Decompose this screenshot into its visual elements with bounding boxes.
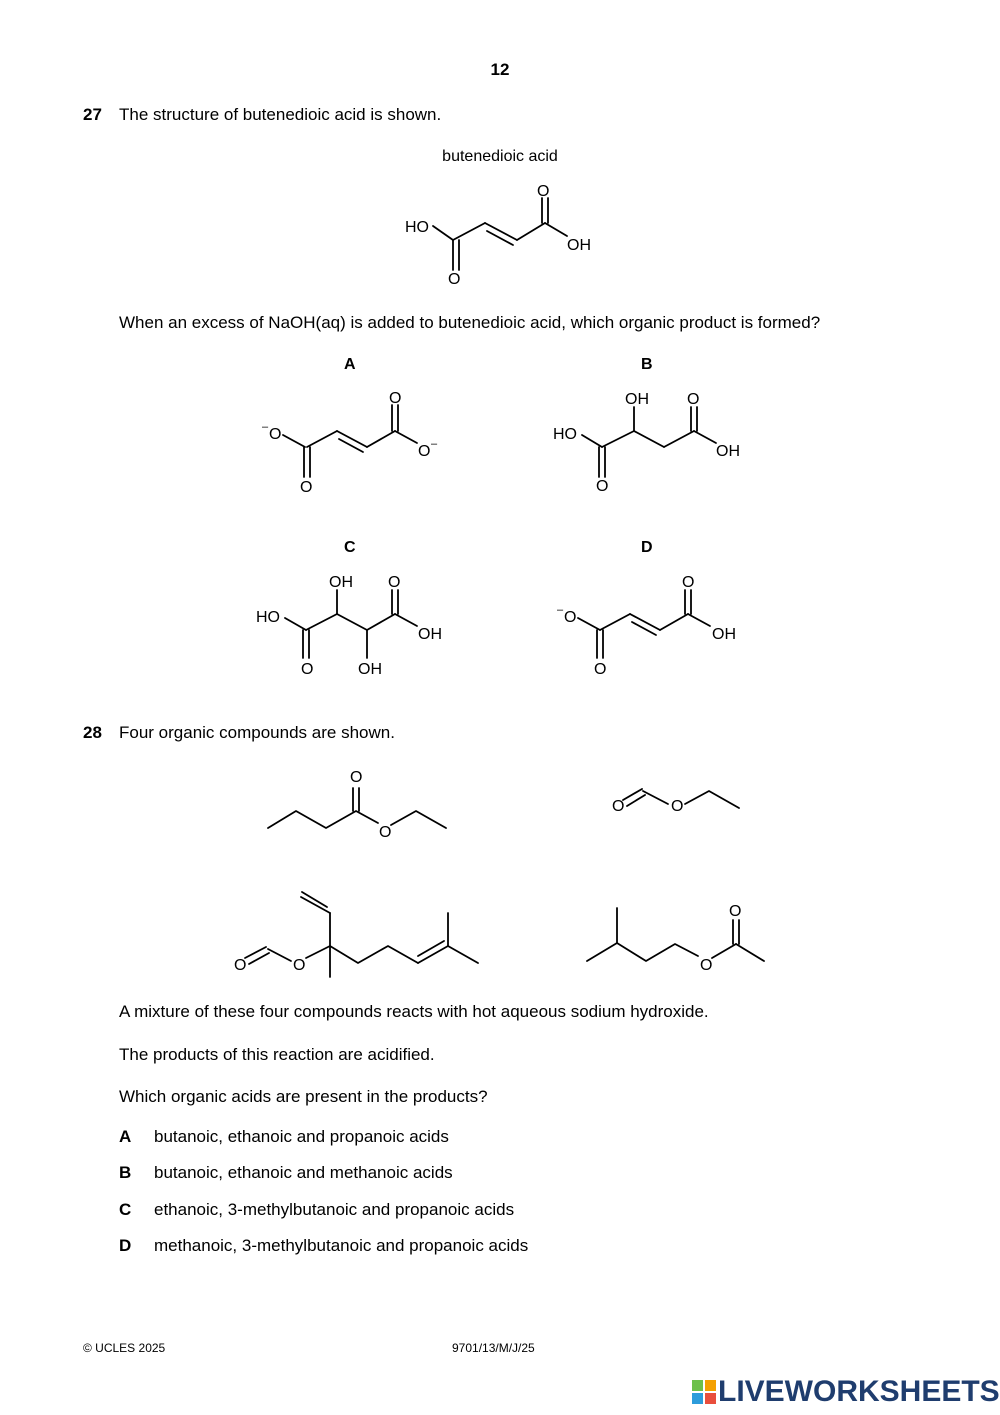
choice-letter: D (119, 1236, 132, 1255)
compound-ethyl-butanoate (260, 765, 460, 845)
choice-letter: B (119, 1163, 132, 1182)
question-28-line1: A mixture of these four compounds reacts with hot aqueous sodium hydroxide. (119, 1002, 709, 1021)
atom-oh: OH (418, 626, 442, 643)
atom-o: O (594, 661, 607, 678)
choice-text: butanoic, ethanoic and propanoic acids (154, 1127, 449, 1146)
compound-isoamyl-acetate (580, 898, 780, 978)
option-b-structure[interactable] (550, 385, 760, 500)
atom-o: O (234, 957, 247, 974)
atom-o: O (301, 661, 314, 678)
butenedioic-acid-structure (395, 178, 615, 293)
charge-minus: – (557, 604, 564, 616)
question-27-stem: The structure of butenedioic acid is shown. (119, 105, 442, 124)
charge-minus: – (431, 438, 438, 450)
choice-d[interactable] (119, 1236, 528, 1256)
charge-minus: – (262, 421, 269, 433)
choice-text: butanoic, ethanoic and methanoic acids (154, 1163, 453, 1182)
atom-o: O (612, 798, 625, 815)
question-28-line2: The products of this reaction are acidified. (119, 1045, 435, 1064)
option-d-structure[interactable] (550, 568, 760, 683)
atom-o: O (379, 824, 392, 841)
page-number: 12 (490, 60, 510, 79)
question-27-prompt: When an excess of NaOH(aq) is added to butenedioic acid, which organic product is formed? (119, 313, 821, 332)
atom-o: O (269, 426, 282, 443)
atom-o: O (729, 903, 742, 920)
compound-ethyl-methanoate (605, 780, 755, 830)
atom-o: O (537, 183, 550, 200)
atom-ho: HO (405, 219, 429, 236)
atom-o: O (596, 478, 609, 495)
liveworksheets-wordmark: LIVEWORKSHEETS (718, 1375, 1000, 1408)
question-28-prompt: Which organic acids are present in the products? (119, 1087, 488, 1106)
atom-o: O (389, 390, 402, 407)
choice-b[interactable] (119, 1163, 453, 1183)
option-c-structure[interactable] (255, 568, 465, 683)
footer-copyright: © UCLES 2025 (83, 1341, 166, 1355)
question-27-number: 27 (83, 105, 102, 124)
atom-o: O (418, 443, 431, 460)
option-c-label: C (344, 539, 356, 556)
choice-letter: C (119, 1200, 132, 1219)
choice-letter: A (119, 1127, 132, 1146)
atom-o: O (687, 391, 700, 408)
option-d-label: D (641, 539, 653, 556)
atom-oh: OH (712, 626, 736, 643)
atom-oh: OH (625, 391, 649, 408)
atom-o: O (293, 957, 306, 974)
liveworksheets-logo (692, 1375, 1000, 1409)
option-a-label: A (344, 356, 356, 373)
atom-ho: HO (256, 609, 280, 626)
atom-oh: OH (358, 661, 382, 678)
atom-o: O (300, 479, 313, 496)
atom-oh: OH (716, 443, 740, 460)
footer-paper-code: 9701/13/M/J/25 (452, 1341, 535, 1355)
atom-o: O (682, 574, 695, 591)
compound-linalyl-formate (228, 885, 488, 985)
choice-c[interactable] (119, 1200, 514, 1220)
option-b-label: B (641, 356, 653, 373)
atom-oh: OH (329, 574, 353, 591)
option-a-structure[interactable] (255, 385, 455, 500)
atom-o: O (388, 574, 401, 591)
question-28-number: 28 (83, 723, 102, 742)
choice-text: ethanoic, 3-methylbutanoic and propanoic acids (154, 1200, 515, 1219)
atom-o: O (671, 798, 684, 815)
atom-o: O (448, 271, 461, 288)
atom-ho: HO (553, 426, 577, 443)
atom-o: O (564, 609, 577, 626)
atom-oh: OH (567, 237, 591, 254)
question-28-stem: Four organic compounds are shown. (119, 723, 395, 742)
molecule-caption: butenedioic acid (442, 148, 558, 165)
choice-text: methanoic, 3-methylbutanoic and propanoic acids (154, 1236, 529, 1255)
atom-o: O (350, 769, 363, 786)
liveworksheets-blocks-icon (692, 1380, 716, 1404)
choice-a[interactable] (119, 1127, 449, 1147)
atom-o: O (700, 957, 713, 974)
